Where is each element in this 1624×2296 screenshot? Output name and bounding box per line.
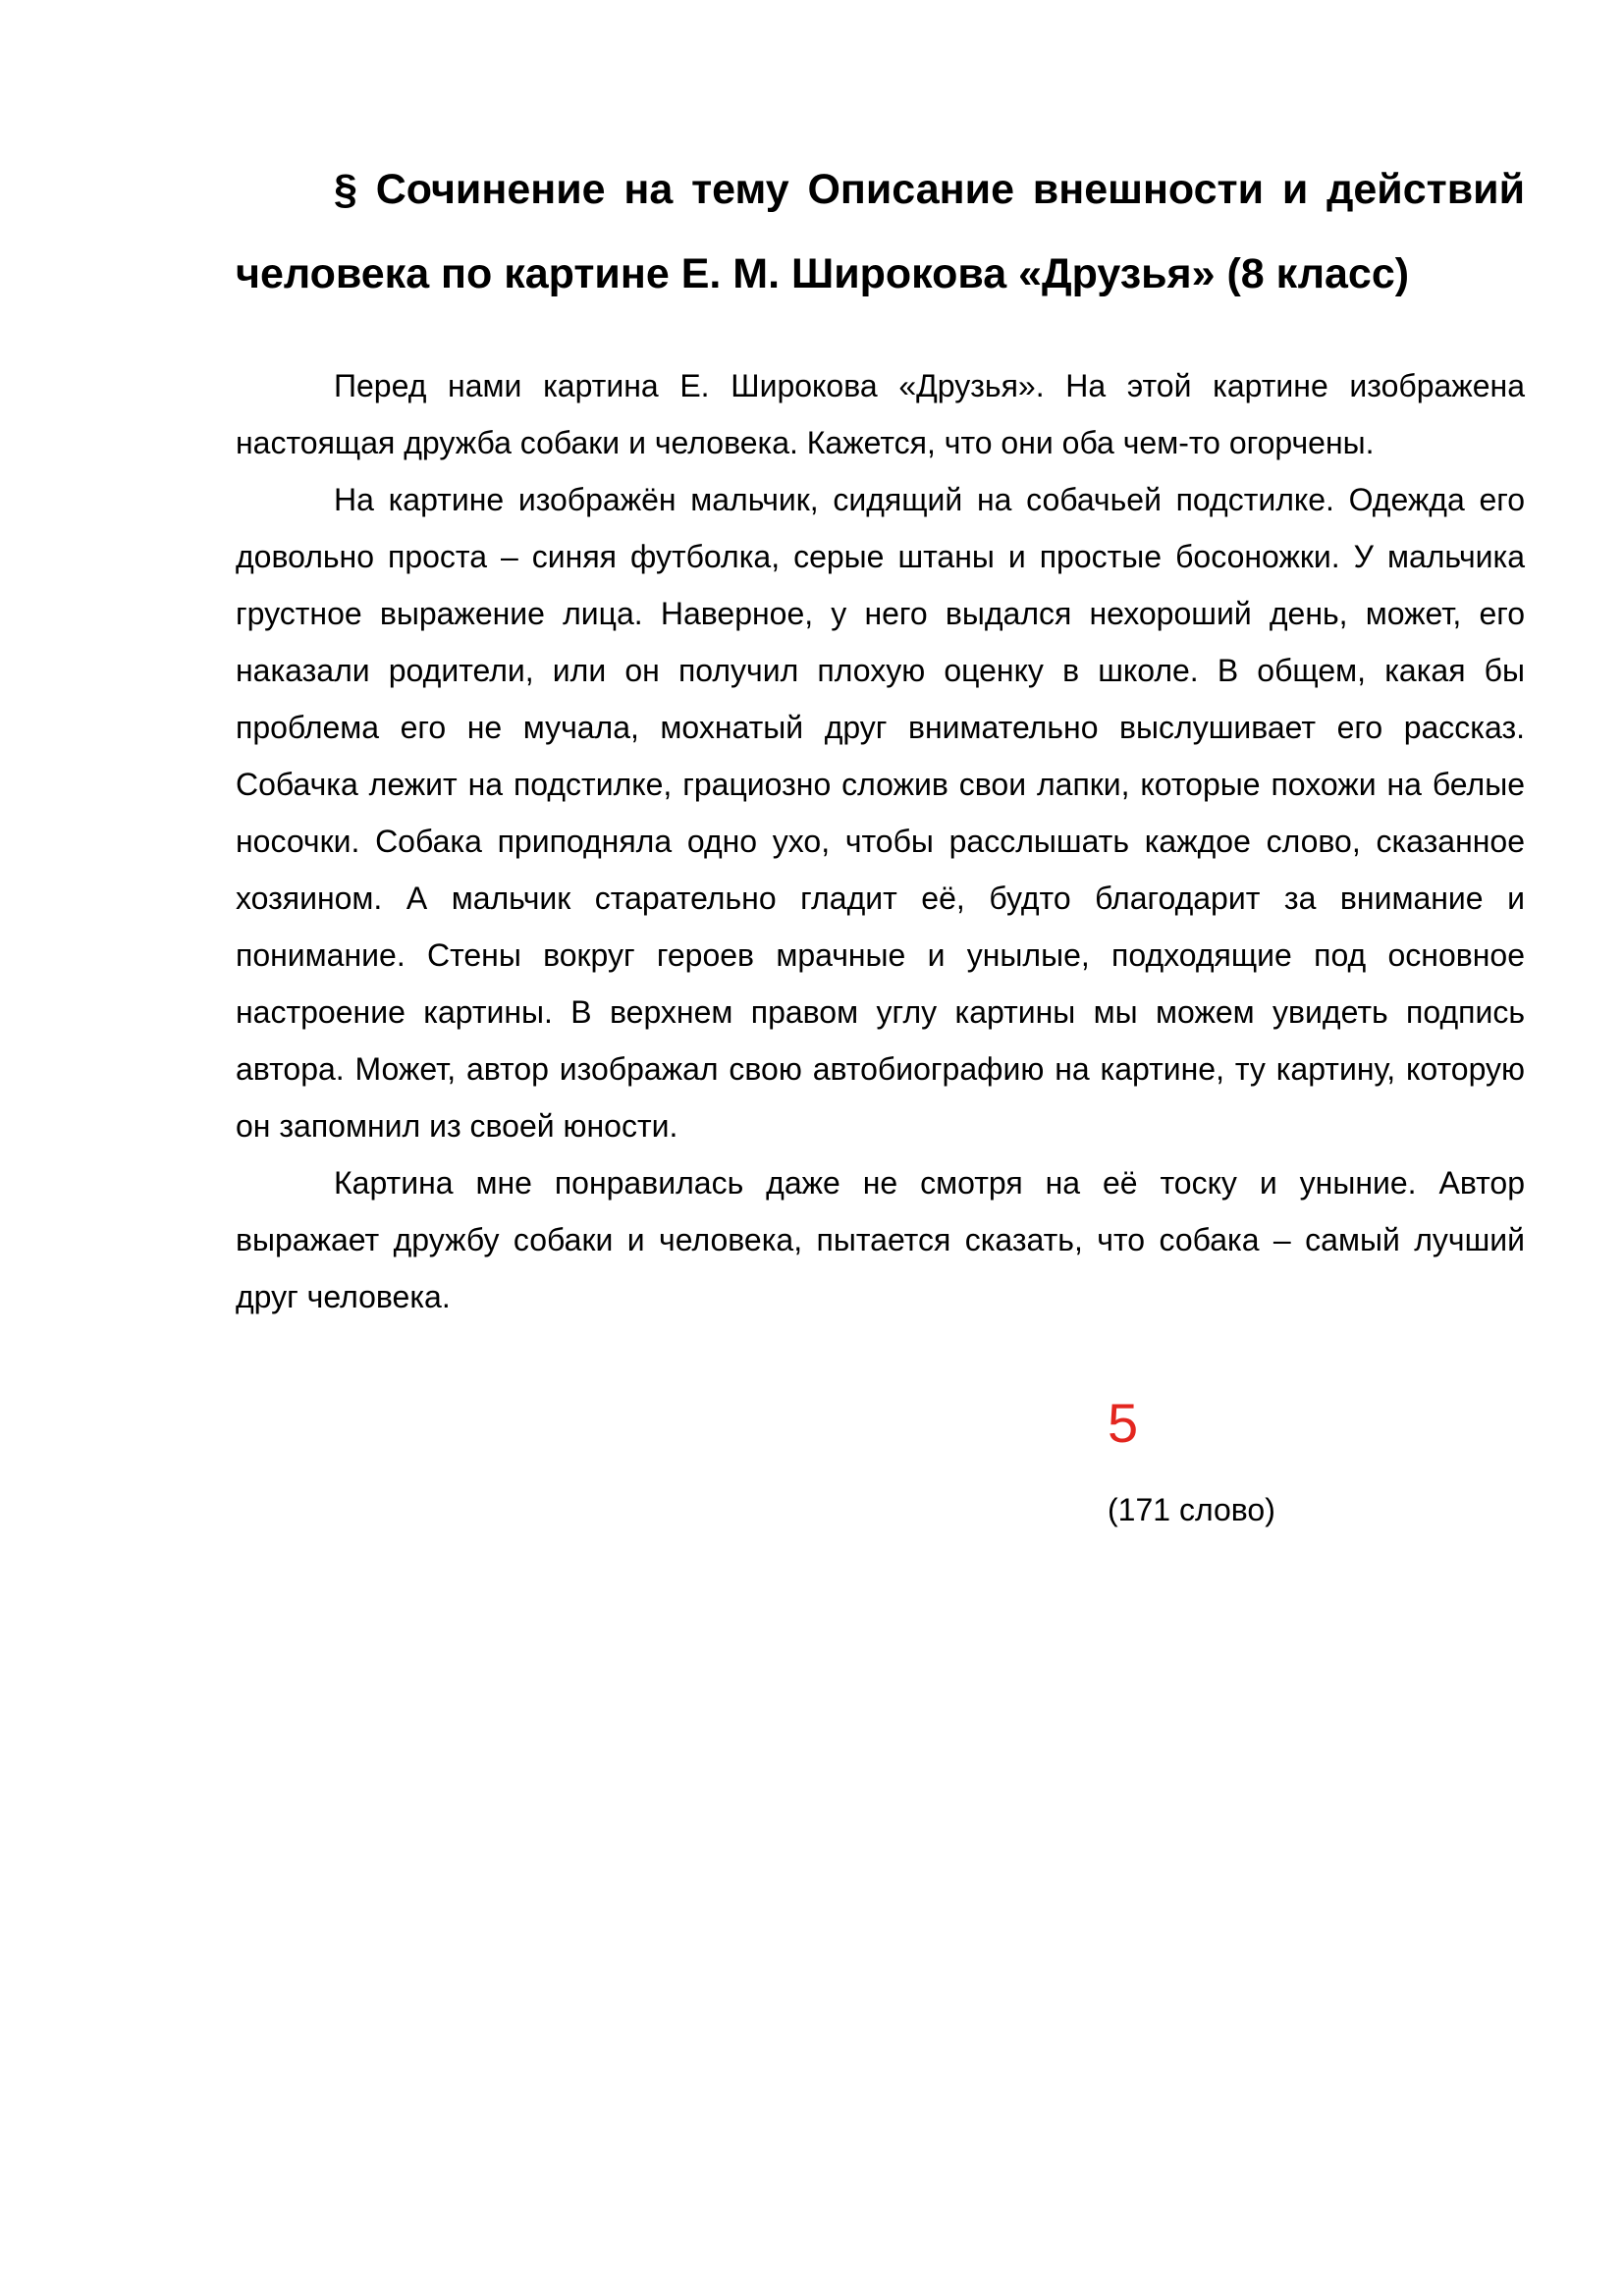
essay-title: § Сочинение на тему Описание внешности и действий человека по картине Е. М. Широкова «Друзья» (8 класс) <box>236 166 1525 297</box>
word-count: (171 слово) <box>1108 1492 1275 1527</box>
essay-paragraph-2: На картине изображён мальчик, сидящий на собачьей подстилке. Одежда его довольно проста – синяя футболка, серые штаны и простые босоножки. У мальчика грустное выражение лица. Наверное, у него выдался нехороший день, может, его наказали родители, или он получил плохую оценку в школе. В общем, какая бы проблема его не мучала, мохнатый друг внимательно выслушивает его рассказ. Собачка лежит на подстилке, грациозно сложив свои лапки, которые похожи на белые носочки. Собака приподняла одно ухо, чтобы расслышать каждое слово, сказанное хозяином. А мальчик старательно гладит её, будто благодарит за внимание и понимание. Стены вокруг героев мрачные и унылые, подходящие под основное настроение картины. В верхнем правом углу картины мы можем увидеть подпись автора. Может, автор изображал свою автобиографию на картине, ту картину, которую он запомнил из своей юности. <box>236 482 1525 1144</box>
essay-paragraph-3: Картина мне понравилась даже не смотря на её тоску и уныние. Автор выражает дружбу собаки и человека, пытается сказать, что собака – самый лучший друг человека. <box>236 1165 1525 1314</box>
essay-paragraph-1: Перед нами картина Е. Широкова «Друзья». На этой картине изображена настоящая дружба собаки и человека. Кажется, что они оба чем-то огорчены. <box>236 368 1525 460</box>
grade-mark: 5 <box>1108 1392 1139 1454</box>
essay-body <box>236 357 1525 1325</box>
